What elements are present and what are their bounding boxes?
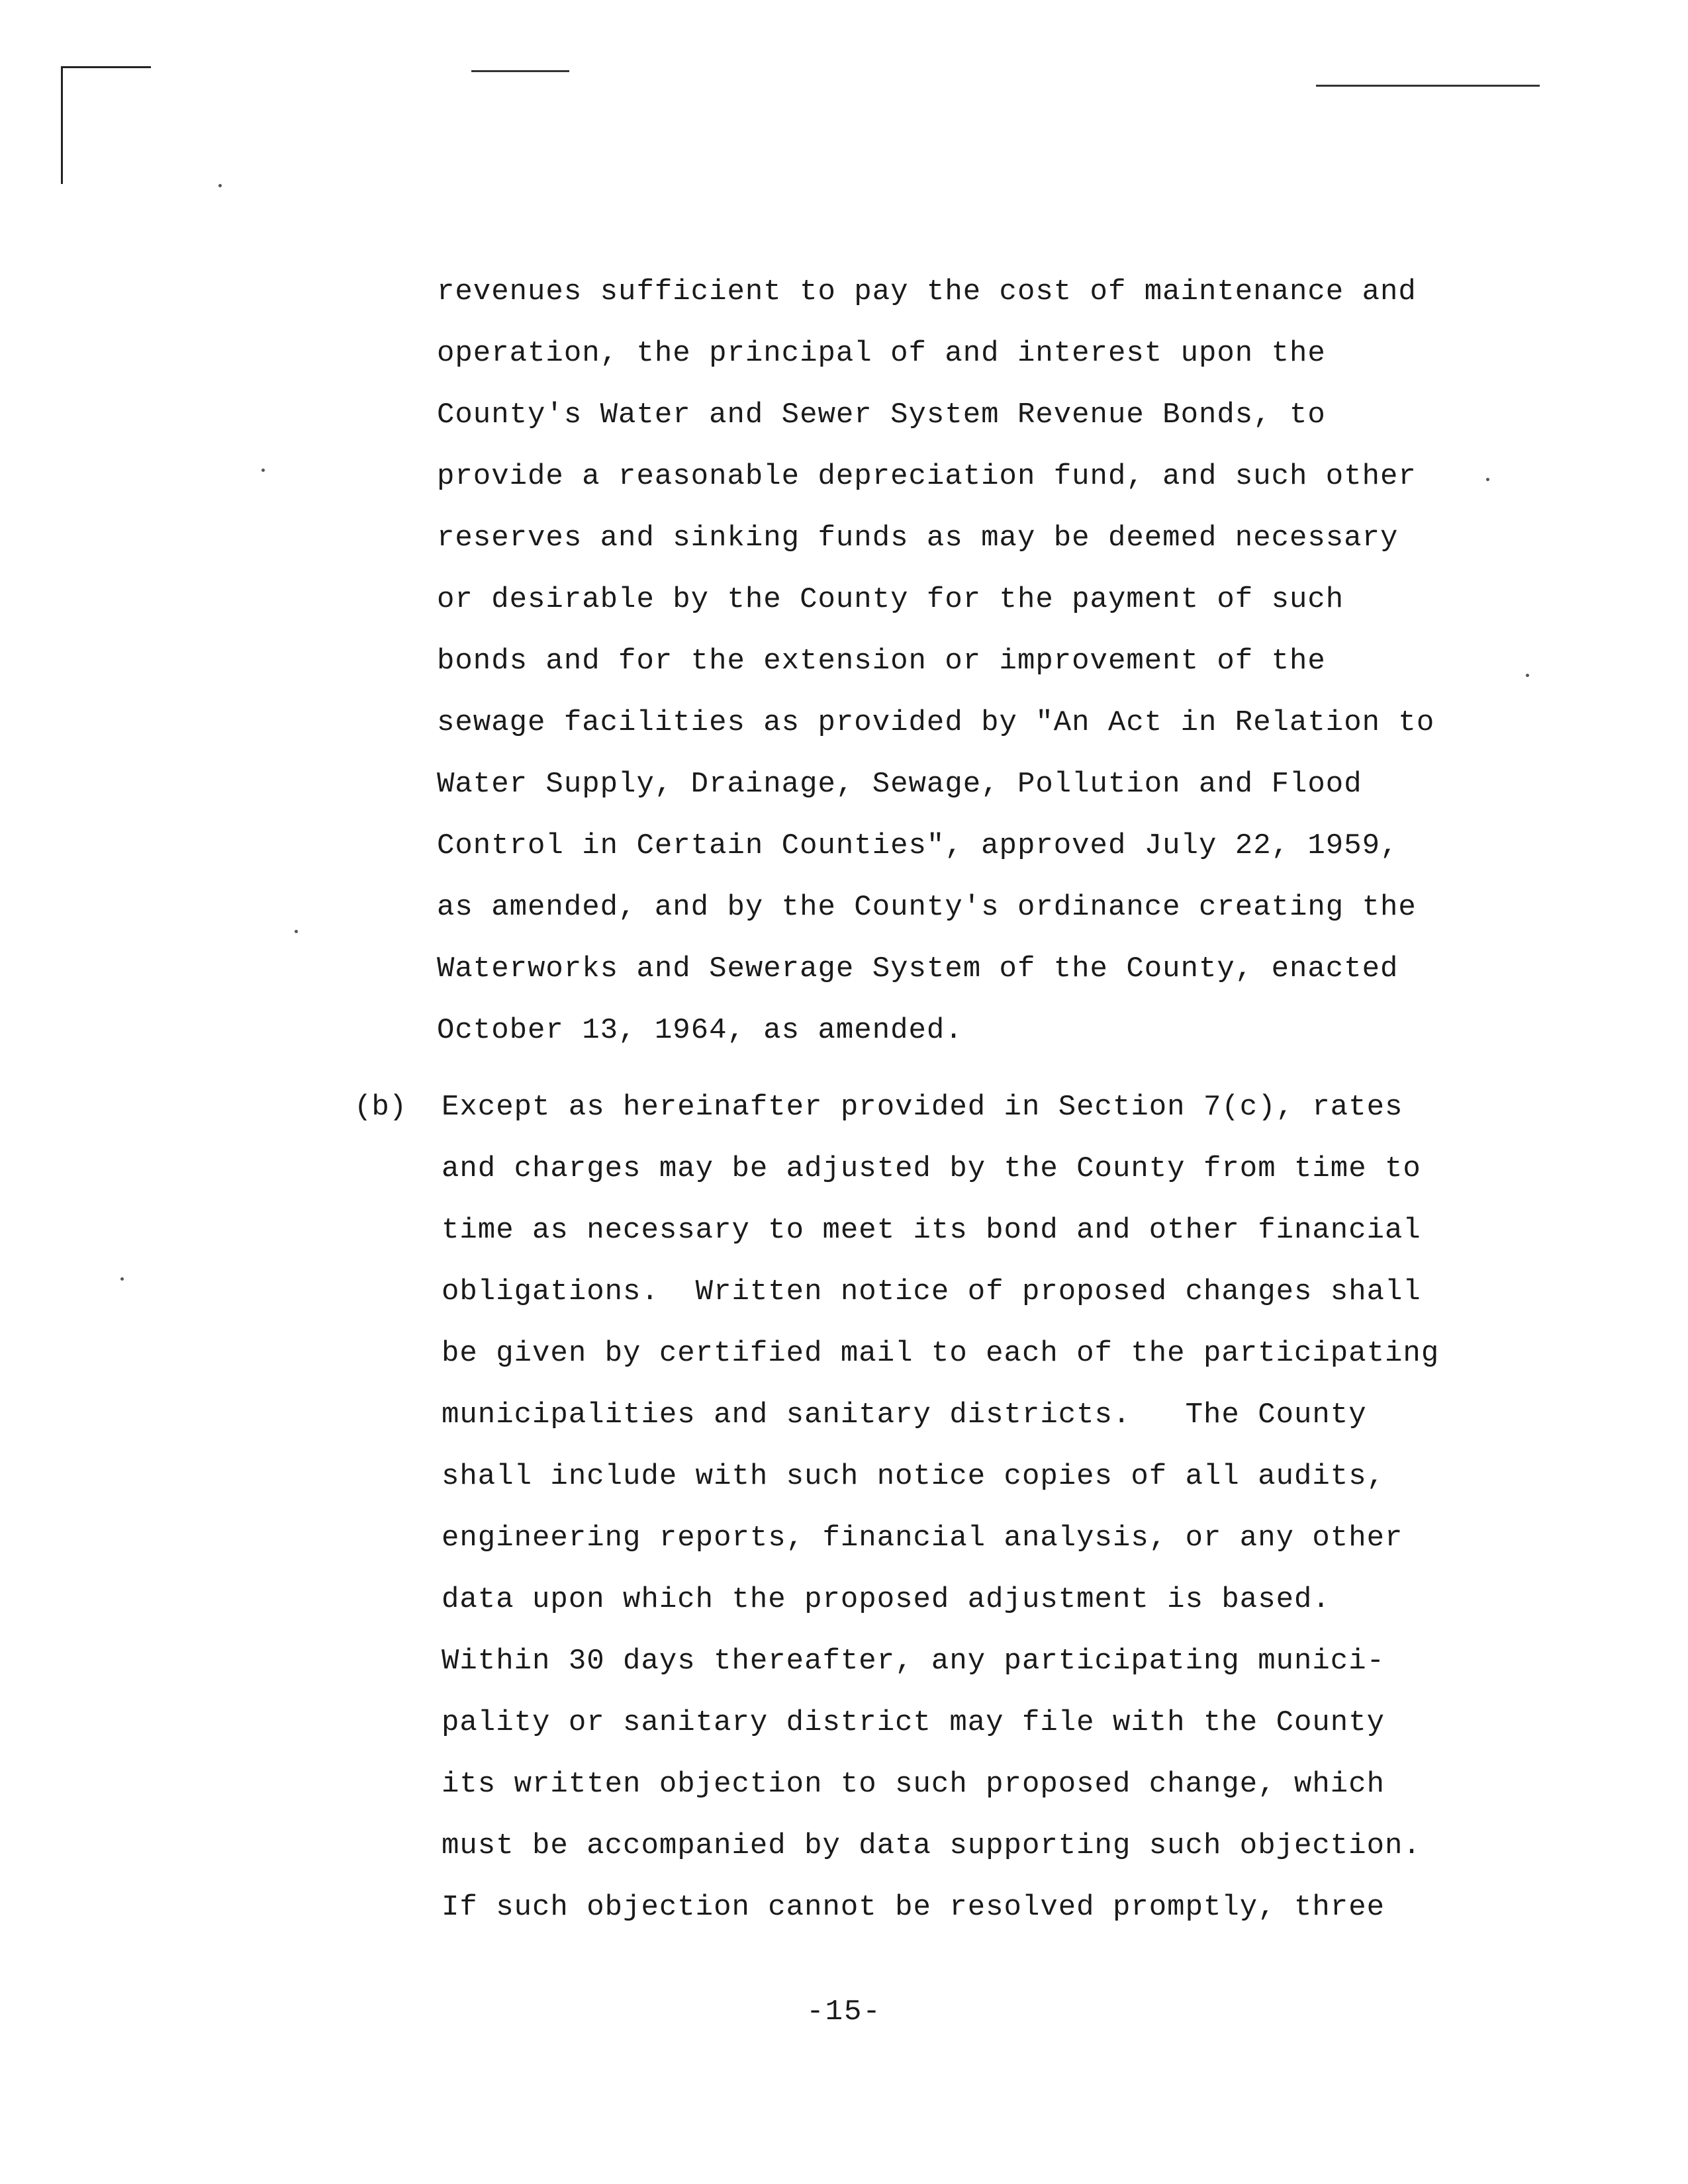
text-line: bonds and for the extension or improvement of the [437,645,1326,678]
scan-speck [295,930,298,933]
text-line: must be accompanied by data supporting such objection. [442,1829,1421,1862]
page-number: -15- [806,1995,882,2028]
text-line: October 13, 1964, as amended. [437,1014,963,1047]
text-line: obligations. Written notice of proposed changes shall [442,1275,1421,1308]
continuation-paragraph [437,261,1489,1062]
scan-speck [120,1277,124,1281]
scan-speck [261,469,265,472]
text-line: its written objection to such proposed change, which [442,1768,1385,1801]
text-line: municipalities and sanitary districts. The County [442,1398,1367,1432]
text-line: revenues sufficient to pay the cost of maintenance and [437,275,1417,308]
paragraph-label: (b) [354,1091,407,1124]
text-line: data upon which the proposed adjustment is based. [442,1583,1331,1616]
text-line: County's Water and Sewer System Revenue Bonds, to [437,398,1326,432]
scan-speck [218,184,222,187]
text-line: be given by certified mail to each of the participating [442,1337,1440,1370]
text-line: or desirable by the County for the payment of such [437,583,1344,616]
text-line: and charges may be adjusted by the County from time to [442,1152,1421,1185]
text-line: Water Supply, Drainage, Sewage, Pollution and Flood [437,768,1362,801]
text-line: provide a reasonable depreciation fund, and such other [437,460,1417,493]
text-line: sewage facilities as provided by "An Act in Relation to [437,706,1435,739]
text-line: Waterworks and Sewerage System of the County, enacted [437,952,1399,985]
text-line: Control in Certain Counties", approved July 22, 1959, [437,829,1399,862]
scan-speck [1526,674,1529,677]
text-line: Within 30 days thereafter, any participating munici- [442,1645,1385,1678]
scan-corner-mark [61,66,151,68]
text-line: If such objection cannot be resolved promptly, three [442,1891,1385,1924]
text-line: reserves and sinking funds as may be deemed necessary [437,522,1399,555]
text-line: pality or sanitary district may file with the County [442,1706,1385,1739]
text-line: engineering reports, financial analysis, or any other [442,1522,1403,1555]
header-rule [1316,85,1540,87]
text-line: shall include with such notice copies of all audits, [442,1460,1385,1493]
text-line: time as necessary to meet its bond and other financial [442,1214,1421,1247]
text-line: as amended, and by the County's ordinance creating the [437,891,1417,924]
text-line: Except as hereinafter provided in Section 7(c), rates [442,1091,1403,1124]
scan-corner-mark [61,66,63,184]
paragraph-b-body [442,1077,1494,1938]
text-line: operation, the principal of and interest upon the [437,337,1326,370]
header-rule [471,70,569,72]
